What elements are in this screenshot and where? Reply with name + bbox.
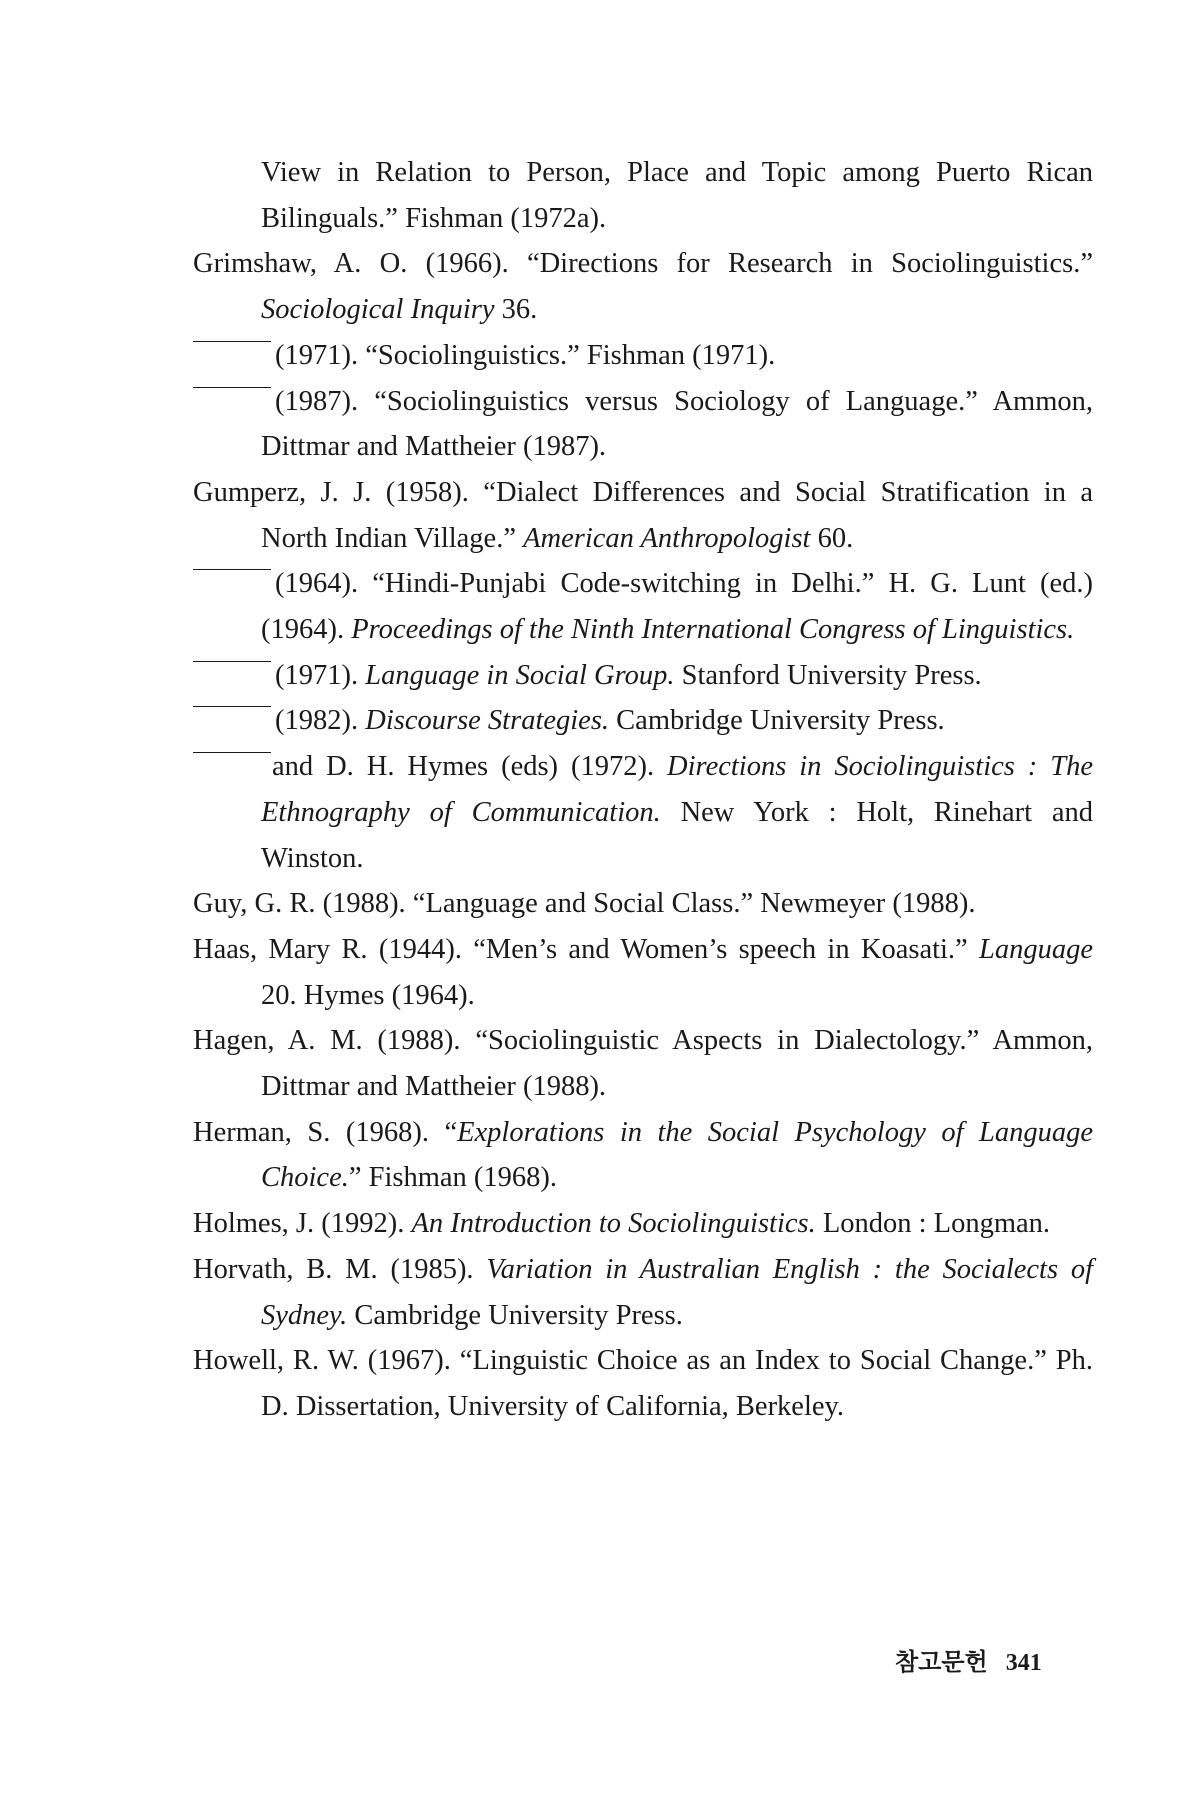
reference-entry [193, 744, 1093, 881]
reference-title: Explorations in the Social Psychology of Language Choice. [261, 1116, 1093, 1194]
reference-text: Hagen, A. M. (1988). “Sociolinguistic Aspects in Dialectology.” Ammon, Dittmar and Mattheier (1988). [193, 1025, 1093, 1103]
reference-text: London : Longman. [815, 1208, 1051, 1240]
reference-title: Sociological Inquiry [261, 294, 495, 326]
reference-entry [193, 1110, 1093, 1201]
reference-title: Proceedings of the Ninth International Congress of Linguistics. [351, 614, 1075, 646]
reference-text: 20. Hymes (1964). [261, 979, 475, 1011]
reference-entry [193, 1338, 1093, 1429]
reference-text: Herman, S. (1968). “ [193, 1116, 458, 1148]
reference-text: View in Relation to Person, Place and Topic among Puerto Rican Bilinguals.” Fishman (1972a). [261, 157, 1093, 234]
reference-text: (1971). “Sociolinguistics.” Fishman (1971). [275, 339, 776, 371]
repeated-author-dash [193, 752, 271, 754]
reference-entry [193, 241, 1093, 332]
section-label: 참고문헌 [895, 1650, 988, 1676]
reference-text: Guy, G. R. (1988). “Language and Social Class.” Newmeyer (1988). [193, 888, 976, 920]
reference-entry [193, 698, 1093, 744]
reference-text: (1987). “Sociolinguistics versus Sociology of Language.” Ammon, Dittmar and Mattheier (1987). [261, 385, 1093, 463]
reference-entry [193, 927, 1093, 1018]
reference-title: Language in Social Group. [365, 659, 675, 691]
page-number: 341 [1005, 1650, 1042, 1676]
reference-text: ” Fishman (1968). [348, 1162, 558, 1194]
reference-list [193, 150, 1093, 1430]
reference-text: 36. [494, 294, 538, 326]
reference-text: Cambridge University Press. [347, 1299, 683, 1331]
reference-text: Howell, R. W. (1967). “Linguistic Choice as an Index to Social Change.” Ph. D. Dissertation, University of California, Berkeley. [193, 1345, 1093, 1422]
reference-entry [193, 379, 1093, 470]
reference-text: (1964). “Hindi-Punjabi Code-switching in Delhi.” H. G. Lunt (ed.) (1964). [261, 568, 1093, 646]
reference-text: (1971). [275, 659, 366, 691]
reference-text: Gumperz, J. J. (1958). “Dialect Differences and Social Stratification in a North Indian Village.” [193, 476, 1093, 554]
repeated-author-dash [193, 387, 271, 389]
reference-entry [193, 470, 1093, 561]
reference-title: Discourse Strategies. [365, 705, 610, 737]
reference-text: (1982). [275, 705, 366, 737]
reference-title: American Anthropologist [523, 522, 811, 554]
reference-text: Stanford University Press. [674, 659, 982, 691]
reference-entry [193, 653, 1093, 699]
repeated-author-dash [193, 569, 271, 571]
reference-text: and D. H. Hymes (eds) (1972). [272, 751, 668, 783]
reference-entry [193, 1018, 1093, 1109]
reference-title: Variation in Australian English : the Socialects of Sydney. [261, 1253, 1093, 1331]
reference-title: Language [979, 933, 1093, 965]
reference-text: 60. [810, 522, 854, 554]
reference-text: Holmes, J. (1992). [193, 1208, 412, 1240]
reference-text: New York : Holt, Rinehart and Winston. [261, 796, 1093, 874]
repeated-author-dash [193, 341, 271, 343]
reference-title: An Introduction to Sociolinguistics. [411, 1208, 816, 1240]
reference-entry [193, 881, 1093, 927]
repeated-author-dash [193, 661, 271, 663]
reference-text: Grimshaw, A. O. (1966). “Directions for Research in Sociolinguistics.” [193, 248, 1093, 280]
repeated-author-dash [193, 706, 271, 708]
reference-entry [193, 1201, 1093, 1247]
reference-text: Horvath, B. M. (1985). [193, 1253, 487, 1285]
reference-entry [193, 561, 1093, 652]
reference-entry [193, 1247, 1093, 1338]
reference-text: Cambridge University Press. [609, 705, 945, 737]
page-footer [895, 1642, 1042, 1677]
reference-title: Directions in Sociolinguistics : The Ethnography of Communication. [261, 751, 1093, 828]
reference-entry [193, 333, 1093, 379]
reference-entry [193, 150, 1093, 241]
reference-text: Haas, Mary R. (1944). “Men’s and Women’s speech in Koasati.” [193, 933, 979, 965]
